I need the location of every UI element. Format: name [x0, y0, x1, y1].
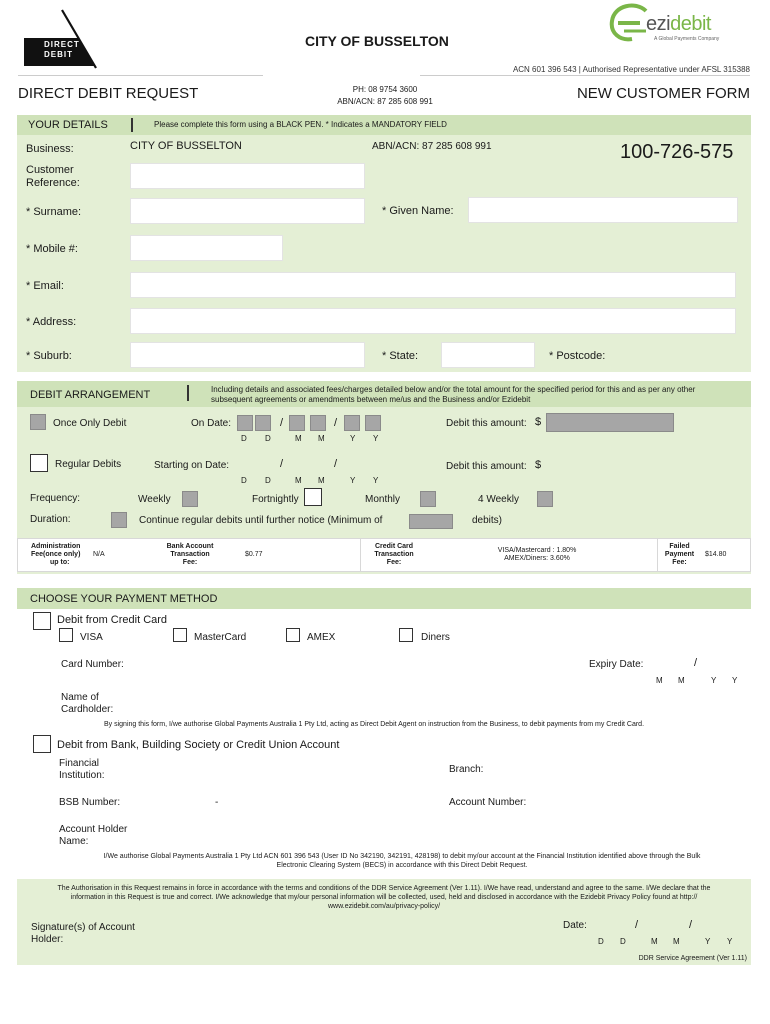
- four-weekly-checkbox[interactable]: [537, 491, 553, 507]
- bsb-dash: -: [215, 797, 219, 808]
- given-name-label: * Given Name:: [382, 205, 454, 217]
- expiry-slash: /: [694, 657, 698, 669]
- mastercard-label: MasterCard: [194, 632, 247, 643]
- duration-checkbox[interactable]: [111, 512, 127, 528]
- once-dollar-sign: $: [535, 416, 542, 428]
- debits-text: debits): [472, 515, 503, 526]
- your-details-note: Please complete this form using a BLACK PEN. * Indicates a MANDATORY FIELD: [154, 120, 447, 129]
- direct-debit-logo: [18, 8, 98, 70]
- bank-authorisation-2: Electronic Clearing System (BECS) in accordance with this Direct Debit Request.: [276, 862, 528, 869]
- fortnightly-checkbox[interactable]: [304, 488, 322, 506]
- regular-debit-amount-label: Debit this amount:: [446, 461, 527, 472]
- start-date-letter-d2: D: [265, 476, 271, 485]
- expiry-letter-y2: Y: [732, 676, 738, 685]
- address-label: * Address:: [26, 316, 77, 328]
- on-date-letter-d1: D: [241, 434, 247, 443]
- business-label: Business:: [26, 143, 74, 155]
- ezidebit-tagline: A Global Payments Company: [654, 36, 720, 42]
- expiry-letter-m1: M: [656, 676, 663, 685]
- signature-date-slash-2: /: [689, 919, 693, 931]
- expiry-date-label: Expiry Date:: [589, 659, 644, 670]
- form-type-title: NEW CUSTOMER FORM: [576, 85, 750, 102]
- ezidebit-logo: [606, 3, 756, 47]
- debit-arrangement-separator: [187, 385, 189, 401]
- mobile-field[interactable]: [130, 235, 283, 261]
- minimum-debits-field[interactable]: [409, 514, 453, 529]
- on-date-day-1[interactable]: [237, 415, 253, 431]
- bank-authorisation-1: I/We authorise Global Payments Australia 1 Pty Ltd ACN 601 396 543 (User ID No 342190, 342191, 428198) to debit my/our account at the Financial Institution identified above through the Bulk: [103, 853, 701, 860]
- expiry-letter-y1: Y: [711, 676, 717, 685]
- admin-fee-label-1: Administration: [31, 543, 81, 550]
- on-date-year-2[interactable]: [365, 415, 381, 431]
- visa-label: VISA: [80, 632, 103, 643]
- financial-institution-label-2: Institution:: [59, 770, 105, 781]
- debit-arrangement-title: DEBIT ARRANGEMENT: [30, 389, 151, 401]
- ezidebit-wordmark-a: ezi: [646, 13, 671, 35]
- direct-debit-logo-graphic: [18, 8, 98, 70]
- start-date-letter-m1: M: [295, 476, 302, 485]
- once-only-checkbox[interactable]: [30, 414, 46, 430]
- admin-fee-value: N/A: [93, 551, 105, 558]
- cardholder-label-1: Name of: [61, 692, 99, 703]
- biller-code: 100-726-575: [620, 141, 734, 163]
- on-date-letter-y2: Y: [373, 434, 379, 443]
- diners-label: Diners: [421, 632, 450, 643]
- on-date-label: On Date:: [191, 418, 232, 429]
- signature-date-letter-m2: M: [673, 937, 680, 946]
- suburb-label: * Suburb:: [26, 350, 72, 362]
- bank-fee-value: $0.77: [245, 551, 263, 558]
- once-only-label: Once Only Debit: [53, 418, 127, 429]
- bank-fee-label-3: Fee:: [182, 559, 198, 566]
- cardholder-label-2: Cardholder:: [61, 704, 114, 715]
- ezidebit-wordmark-b: debit: [670, 13, 711, 35]
- debit-arrangement-note-1: Including details and associated fees/charges detailed below and/or the total amount for the specified period for this and as per any other: [211, 385, 696, 394]
- business-abn: ABN/ACN: 87 285 608 991: [372, 141, 492, 152]
- duration-label: Duration:: [30, 514, 71, 525]
- failed-fee-label-2: Payment: [664, 551, 695, 558]
- business-value: CITY OF BUSSELTON: [130, 140, 242, 152]
- state-field[interactable]: [441, 342, 535, 368]
- email-label: * Email:: [26, 280, 64, 292]
- form-title: DIRECT DEBIT REQUEST: [18, 85, 199, 102]
- amex-label: AMEX: [307, 632, 336, 643]
- customer-ref-label-1: Customer: [26, 164, 74, 176]
- fortnightly-label: Fortnightly: [252, 494, 299, 505]
- phone-line: PH: 08 9754 3600: [352, 85, 418, 94]
- start-date-slash-1: /: [280, 458, 284, 470]
- on-date-year-1[interactable]: [344, 415, 360, 431]
- on-date-letter-m2: M: [318, 434, 325, 443]
- signature-label-1: Signature(s) of Account: [31, 922, 135, 933]
- monthly-checkbox[interactable]: [420, 491, 436, 507]
- amex-checkbox[interactable]: [286, 628, 300, 642]
- failed-fee-label-1: Failed: [669, 543, 690, 550]
- suburb-field[interactable]: [130, 342, 365, 368]
- credit-card-checkbox[interactable]: [33, 612, 51, 630]
- authorisation-line-3: www.ezidebit.com/au/privacy-policy/: [327, 903, 441, 910]
- header-divider-right: [420, 75, 750, 76]
- bank-fee-label-1: Bank Account: [166, 543, 214, 550]
- address-field[interactable]: [130, 308, 736, 334]
- once-amount-field[interactable]: [546, 413, 674, 432]
- regular-debits-label: Regular Debits: [55, 459, 122, 470]
- signature-date-letter-d2: D: [620, 937, 626, 946]
- start-date-slash-2: /: [334, 458, 338, 470]
- regular-debits-checkbox[interactable]: [30, 454, 48, 472]
- admin-fee-label-3: up to:: [50, 559, 70, 566]
- account-holder-label-1: Account Holder: [59, 824, 128, 835]
- postcode-label: * Postcode:: [549, 350, 606, 362]
- signature-label-2: Holder:: [31, 934, 64, 945]
- ezidebit-wordmark: [646, 13, 711, 36]
- monthly-label: Monthly: [365, 494, 401, 505]
- signature-date-label: Date:: [563, 920, 587, 931]
- your-details-section: [17, 115, 751, 372]
- start-date-letter-d1: D: [241, 476, 247, 485]
- signature-date-letter-m1: M: [651, 937, 658, 946]
- card-number-label: Card Number:: [61, 659, 124, 670]
- mastercard-checkbox[interactable]: [173, 628, 187, 642]
- surname-field[interactable]: [130, 198, 365, 224]
- cc-fee-label-3: Fee:: [386, 559, 402, 566]
- acn-line: ACN 601 396 543 | Authorised Representative under AFSL 315388: [512, 65, 750, 74]
- starting-date-label: Starting on Date:: [154, 460, 230, 471]
- failed-fee-value: $14.80: [705, 551, 727, 558]
- given-name-field[interactable]: [468, 197, 738, 223]
- start-date-letter-m2: M: [318, 476, 325, 485]
- authorisation-line-2: information in this Request is true and correct. I/We acknowledge that my/our personal information will be collected, used, held and disclosed in accordance with the Ezidebit Privacy Policy found at http://: [70, 894, 698, 901]
- fee-table: [17, 538, 751, 574]
- abn-line: ABN/ACN: 87 285 608 991: [337, 97, 433, 106]
- signature-date-letter-y1: Y: [705, 937, 711, 946]
- frequency-label: Frequency:: [30, 493, 81, 504]
- on-date-slash-2: /: [334, 417, 338, 429]
- cc-fee-label-2: Transaction: [374, 551, 414, 558]
- logo-text-debit: DEBIT: [44, 50, 73, 59]
- logo-text-direct: DIRECT: [44, 40, 80, 49]
- account-holder-label-2: Name:: [59, 836, 89, 847]
- admin-fee-label-2: Fee(once only): [31, 551, 81, 558]
- payment-method-title: CHOOSE YOUR PAYMENT METHOD: [30, 593, 218, 605]
- failed-fee-label-3: Fee:: [672, 559, 687, 566]
- email-field[interactable]: [130, 272, 736, 298]
- financial-institution-label-1: Financial: [59, 758, 100, 769]
- bank-account-checkbox[interactable]: [33, 735, 51, 753]
- signature-date-letter-d1: D: [598, 937, 604, 946]
- debit-arrangement-note-2: subsequent agreements or amendments between me/us and the Business and/or Ezidebit: [211, 395, 531, 404]
- weekly-label: Weekly: [138, 494, 171, 505]
- diners-checkbox[interactable]: [399, 628, 413, 642]
- continue-text: Continue regular debits until further notice (Minimum of: [139, 515, 383, 526]
- bank-account-label: Debit from Bank, Building Society or Credit Union Account: [57, 739, 340, 751]
- surname-label: * Surname:: [26, 206, 82, 218]
- on-date-month-1[interactable]: [289, 415, 305, 431]
- city-title: CITY OF BUSSELTON: [305, 33, 449, 49]
- regular-dollar-sign: $: [535, 459, 542, 471]
- credit-card-label: Debit from Credit Card: [57, 614, 168, 626]
- cc-fee-label-1: Credit Card: [374, 543, 414, 550]
- cc-fee-value-1: VISA/Mastercard : 1.80%: [497, 547, 577, 554]
- cc-fee-value-2: AMEX/Diners: 3.60%: [504, 555, 570, 562]
- branch-label: Branch:: [449, 764, 484, 775]
- bsb-label: BSB Number:: [59, 797, 121, 808]
- your-details-separator: [131, 118, 133, 132]
- on-date-month-2[interactable]: [310, 415, 326, 431]
- on-date-slash-1: /: [280, 417, 284, 429]
- expiry-letter-m2: M: [678, 676, 685, 685]
- mobile-label: * Mobile #:: [26, 243, 78, 255]
- start-date-letter-y1: Y: [350, 476, 356, 485]
- four-weekly-label: 4 Weekly: [478, 494, 519, 505]
- weekly-checkbox[interactable]: [182, 491, 198, 507]
- on-date-letter-d2: D: [265, 434, 271, 443]
- signature-date-letter-y2: Y: [727, 937, 733, 946]
- once-debit-amount-label: Debit this amount:: [446, 418, 527, 429]
- start-date-letter-y2: Y: [373, 476, 379, 485]
- account-number-label: Account Number:: [449, 797, 527, 808]
- on-date-letter-m1: M: [295, 434, 302, 443]
- customer-ref-field[interactable]: [130, 163, 365, 189]
- ddr-version: DDR Service Agreement (Ver 1.11): [638, 955, 747, 962]
- authorisation-line-1: The Authorisation in this Request remains in force in accordance with the terms and conditions of the DDR Service Agreement (Ver 1.11). I/We have read, understand and agree to the same. I/We declare that the: [57, 885, 711, 892]
- your-details-title: YOUR DETAILS: [28, 119, 108, 131]
- authorisation-section: [17, 879, 751, 965]
- state-label: * State:: [382, 350, 419, 362]
- on-date-letter-y1: Y: [350, 434, 356, 443]
- visa-checkbox[interactable]: [59, 628, 73, 642]
- bank-fee-label-2: Transaction: [170, 551, 210, 558]
- header-divider-left: [18, 75, 263, 76]
- signature-date-slash-1: /: [635, 919, 639, 931]
- on-date-day-2[interactable]: [255, 415, 271, 431]
- customer-ref-label-2: Reference:: [26, 177, 80, 189]
- credit-card-authorisation: By signing this form, I/we authorise Global Payments Australia 1 Pty Ltd, acting as Direct Debit Agent on instruction from the Business, to debit payments from my Credit Card.: [104, 721, 645, 728]
